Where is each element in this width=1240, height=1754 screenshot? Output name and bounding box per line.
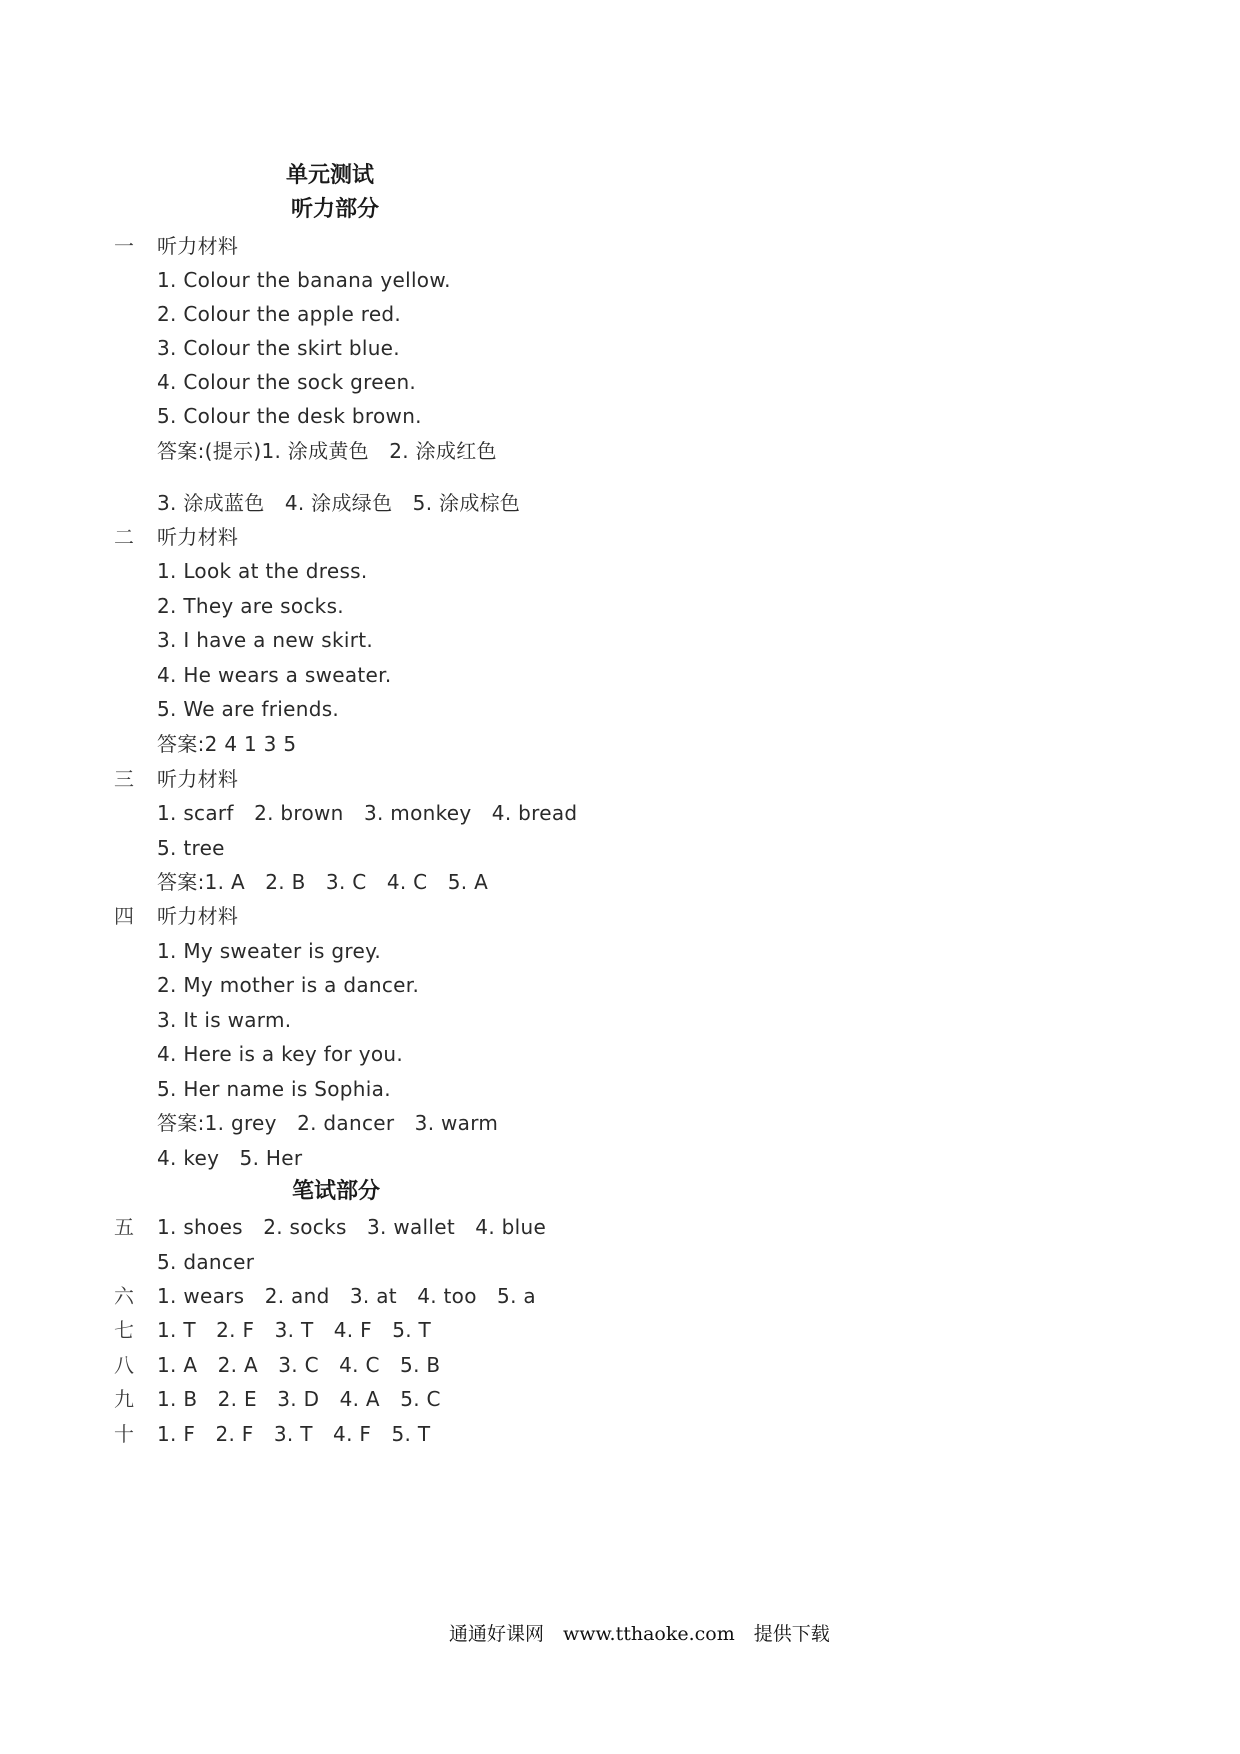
answer-line: 3. 涂成蓝色 4. 涂成绿色 5. 涂成棕色 — [157, 491, 521, 515]
list-item: 1. Look at the dress. — [157, 559, 368, 583]
list-item: 2. My mother is a dancer. — [157, 973, 420, 997]
footer-watermark: 通通好课网 www.tthaoke.com 提供下载 — [449, 1623, 830, 1645]
section-marker-6: 六 — [114, 1284, 134, 1308]
section-label-4: 听力材料 — [157, 904, 239, 928]
answer-line: 答案:1. grey 2. dancer 3. warm — [157, 1111, 499, 1135]
list-item: 5. Her name is Sophia. — [157, 1077, 391, 1101]
section-label-1: 听力材料 — [157, 234, 239, 258]
list-item: 4. Here is a key for you. — [157, 1042, 404, 1066]
section-marker-5: 五 — [114, 1215, 134, 1239]
list-item: 3. I have a new skirt. — [157, 628, 374, 652]
answer-line: 1. F 2. F 3. T 4. F 5. T — [157, 1422, 431, 1446]
list-item: 1. Colour the banana yellow. — [157, 268, 451, 292]
list-item: 4. Colour the sock green. — [157, 370, 417, 394]
word-list-line: 1. scarf 2. brown 3. monkey 4. bread — [157, 801, 578, 825]
list-item: 3. Colour the skirt blue. — [157, 336, 400, 360]
list-item: 3. It is warm. — [157, 1008, 292, 1032]
answer-line: 答案:2 4 1 3 5 — [157, 732, 297, 756]
section-marker-7: 七 — [114, 1318, 134, 1342]
section-label-3: 听力材料 — [157, 767, 239, 791]
section-marker-3: 三 — [114, 767, 134, 791]
answer-line: 1. B 2. E 3. D 4. A 5. C — [157, 1387, 441, 1411]
answer-line: 5. dancer — [157, 1250, 255, 1274]
section-marker-2: 二 — [114, 525, 134, 549]
section-label-2: 听力材料 — [157, 525, 239, 549]
answer-line: 答案:1. A 2. B 3. C 4. C 5. A — [157, 870, 489, 894]
list-item: 4. He wears a sweater. — [157, 663, 392, 687]
section-marker-10: 十 — [114, 1422, 134, 1446]
list-item: 2. They are socks. — [157, 594, 344, 618]
answer-line: 1. shoes 2. socks 3. wallet 4. blue — [157, 1215, 547, 1239]
answer-line: 1. A 2. A 3. C 4. C 5. B — [157, 1353, 441, 1377]
list-item: 5. We are friends. — [157, 697, 340, 721]
answer-line: 1. wears 2. and 3. at 4. too 5. a — [157, 1284, 536, 1308]
listening-heading: 听力部分 — [291, 197, 380, 222]
section-marker-9: 九 — [114, 1387, 134, 1411]
section-marker-8: 八 — [114, 1353, 134, 1377]
section-marker-1: 一 — [114, 234, 134, 258]
answer-line: 答案:(提示)1. 涂成黄色 2. 涂成红色 — [157, 439, 497, 463]
list-item: 5. Colour the desk brown. — [157, 404, 422, 428]
page-title: 单元测试 — [286, 163, 375, 188]
answer-line: 1. T 2. F 3. T 4. F 5. T — [157, 1318, 432, 1342]
list-item: 1. My sweater is grey. — [157, 939, 382, 963]
word-list-line: 5. tree — [157, 836, 225, 860]
writing-heading: 笔试部分 — [292, 1179, 381, 1204]
list-item: 2. Colour the apple red. — [157, 302, 402, 326]
section-marker-4: 四 — [114, 904, 134, 928]
answer-line: 4. key 5. Her — [157, 1146, 303, 1170]
